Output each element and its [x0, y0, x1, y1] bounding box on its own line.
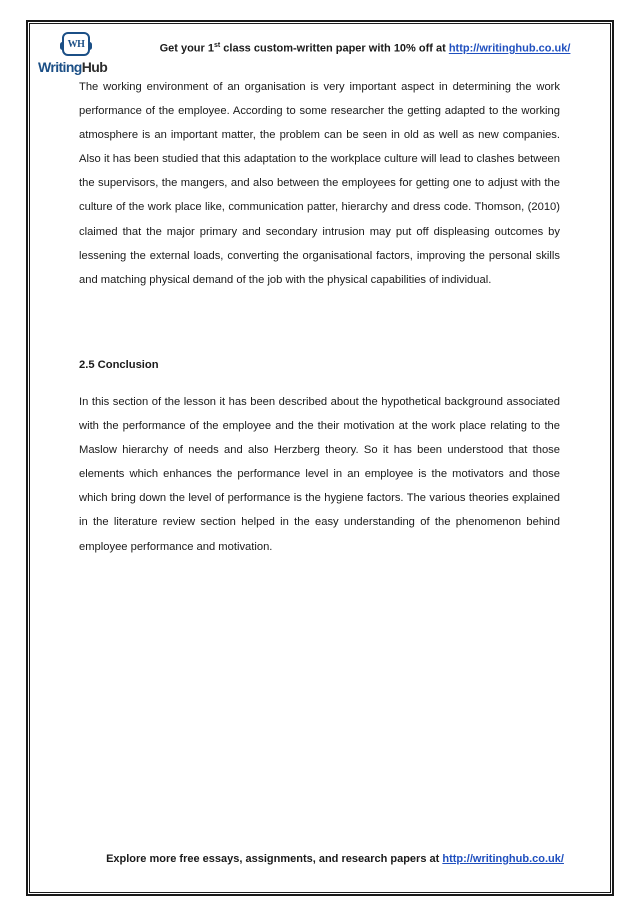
footer-text: Explore more free essays, assignments, and research papers at	[106, 853, 443, 865]
header-prefix: Get your 1	[159, 42, 214, 55]
body-paragraph-1: The working environment of an organisation is very important aspect in determining the work performance of the employee. According to some researcher the getting adapted to the working atmosphere is an important matter, the problem can be seen in old as well as new companies. Also it has been studied that this adaptation to the workplace culture will lead to clashes between the supervisors, the mangers, and also between the employees for getting one to adjust with the culture of the work place like, communication patter, hierarchy and dress code. Thomson, (2010) claimed that the major primary and secondary intrusion may put off displeasing outcomes by lessening the external loads, converting the organisational factors, improving the personal skills and matching physical demand of the job with the physical capabilities of individual.	[79, 81, 560, 286]
logo-emblem-icon: WH	[62, 32, 90, 56]
header-middle: class custom-written paper with 10% off at	[220, 42, 449, 55]
page-header	[120, 42, 610, 55]
page-footer	[90, 853, 580, 865]
logo-wordmark	[38, 59, 107, 75]
header-link[interactable]: http://writinghub.co.uk/	[448, 42, 571, 55]
writinghub-logo	[34, 30, 118, 78]
logo-wordmark-writing: Writing	[38, 59, 82, 75]
header-superscript: st	[213, 42, 221, 49]
section-heading: 2.5 Conclusion	[79, 359, 159, 371]
logo-wordmark-hub: Hub	[81, 59, 108, 75]
footer-link[interactable]: http://writinghub.co.uk/	[442, 853, 564, 865]
body-paragraph-2: In this section of the lesson it has been described about the hypothetical background associated with the performance of the employee and the their motivation at the work place relating to the Maslow hierarchy of needs and also Herzberg theory. So it has been understood that those elements which enhances the performance level in an employee is the motivators and those which bring down the level of performance is the hygiene factors. The various theories explained in the literature review section helped in the easy understanding of the phenomenon behind employee performance and motivation.	[79, 396, 560, 553]
